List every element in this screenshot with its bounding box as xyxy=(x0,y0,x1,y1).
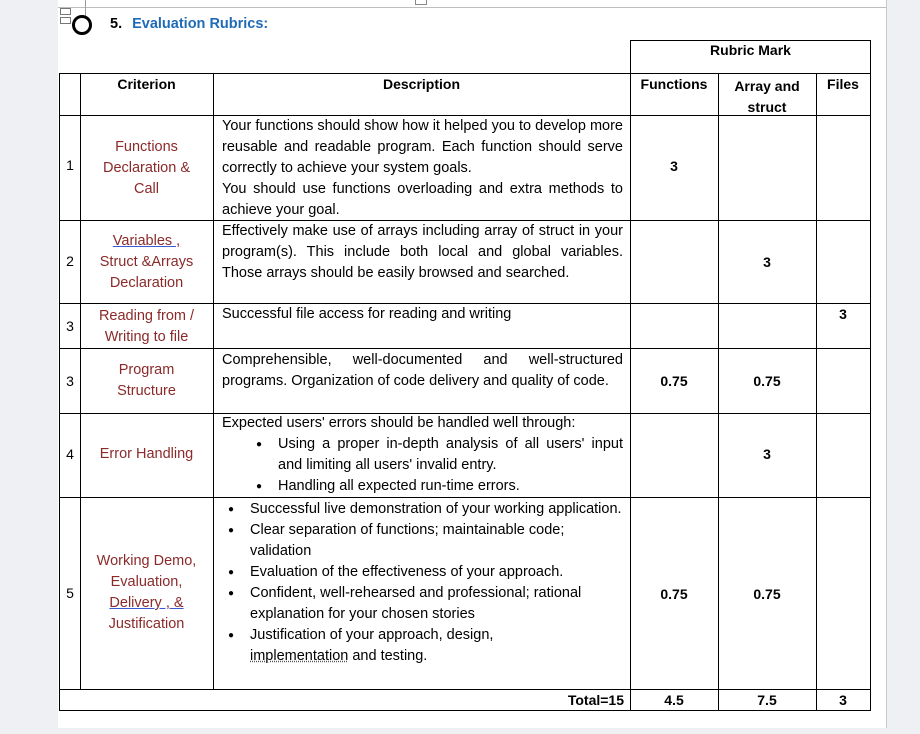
functions-mark: 3 xyxy=(670,158,678,174)
criterion-cell: Reading from / Writing to file xyxy=(98,308,195,345)
criterion-cell: Program Structure xyxy=(117,362,176,399)
section-title: Evaluation Rubrics: xyxy=(132,16,269,32)
description-cell: Your functions should show how it helped you to develop more reusable and readable program. Each function should serve correctly to achieve your system goals. You should use functions overloading and extra methods to achieve your goal. xyxy=(222,118,623,218)
row-index: 1 xyxy=(66,157,74,173)
list-item: ● Clear separation of functions; maintainable code; validation xyxy=(222,520,623,562)
page-top-border xyxy=(58,7,886,8)
array-struct-mark: 3 xyxy=(763,254,771,270)
list-bullet-icon xyxy=(72,15,92,35)
criterion-cell: Variables , Struct &Arrays Declaration xyxy=(99,233,194,291)
functions-mark: 0.75 xyxy=(660,586,688,602)
list-item: implementation and testing. xyxy=(250,648,428,664)
description-cell: Successful file access for reading and writing xyxy=(222,306,512,322)
criterion-cell: Functions Declaration & Call xyxy=(102,139,191,197)
list-item: ● Handling all expected run-time errors. xyxy=(222,476,623,497)
criterion-cell: Working Demo, Evaluation, Delivery , & Justification xyxy=(96,553,197,632)
files-header: Files xyxy=(827,76,859,92)
array-struct-header: Array and struct xyxy=(734,78,800,115)
bullet-list xyxy=(222,499,623,667)
bullet-list xyxy=(222,434,623,497)
row-index: 3 xyxy=(66,373,74,389)
row-index: 3 xyxy=(66,318,74,334)
list-item: ● Using a proper in-depth analysis of all users' input and limiting all users' invalid entry. xyxy=(222,434,623,476)
total-functions: 4.5 xyxy=(664,692,684,708)
section-heading[interactable] xyxy=(110,16,268,32)
array-struct-mark: 0.75 xyxy=(753,586,781,602)
description-cell xyxy=(222,499,623,667)
array-struct-mark: 0.75 xyxy=(753,373,781,389)
list-item: ● Justification of your approach, design, xyxy=(222,625,623,646)
criterion-cell: Error Handling xyxy=(99,446,194,462)
total-files: 3 xyxy=(839,692,847,708)
rubric-mark-header: Rubric Mark xyxy=(710,42,791,58)
list-item: ● Successful live demonstration of your working application. xyxy=(222,499,623,520)
functions-header: Functions xyxy=(640,76,708,92)
description-cell: Comprehensible, well-documented and well-structured programs. Organization of code delivery and quality of code. xyxy=(222,352,623,389)
row-index: 2 xyxy=(66,253,74,269)
criterion-header: Criterion xyxy=(117,76,176,92)
description-cell: Effectively make use of arrays including array of struct in your program(s). This include both local and global variables. Those arrays should be easily browsed and searched. xyxy=(222,223,623,281)
description-cell: Expected users' errors should be handled well through: ● Using a proper in-depth analysis of all users' input and limiting all users' invalid entry. ● Handling all expected run-time errors. xyxy=(222,413,623,497)
formatting-marks xyxy=(60,8,70,36)
row-index: 5 xyxy=(66,585,74,601)
functions-mark: 0.75 xyxy=(660,373,688,389)
description-header: Description xyxy=(382,76,460,92)
section-number: 5. xyxy=(110,16,123,32)
total-label: Total=15 xyxy=(567,692,624,708)
array-struct-mark: 3 xyxy=(763,446,771,462)
list-item: ● Evaluation of the effectiveness of your approach. xyxy=(222,562,623,583)
total-array-struct: 7.5 xyxy=(757,692,777,708)
crop-mark xyxy=(415,0,427,5)
files-mark: 3 xyxy=(839,306,847,322)
list-item: ● Confident, well-rehearsed and professional; rational explanation for your chosen stories xyxy=(222,583,623,625)
row-index: 4 xyxy=(66,446,74,462)
